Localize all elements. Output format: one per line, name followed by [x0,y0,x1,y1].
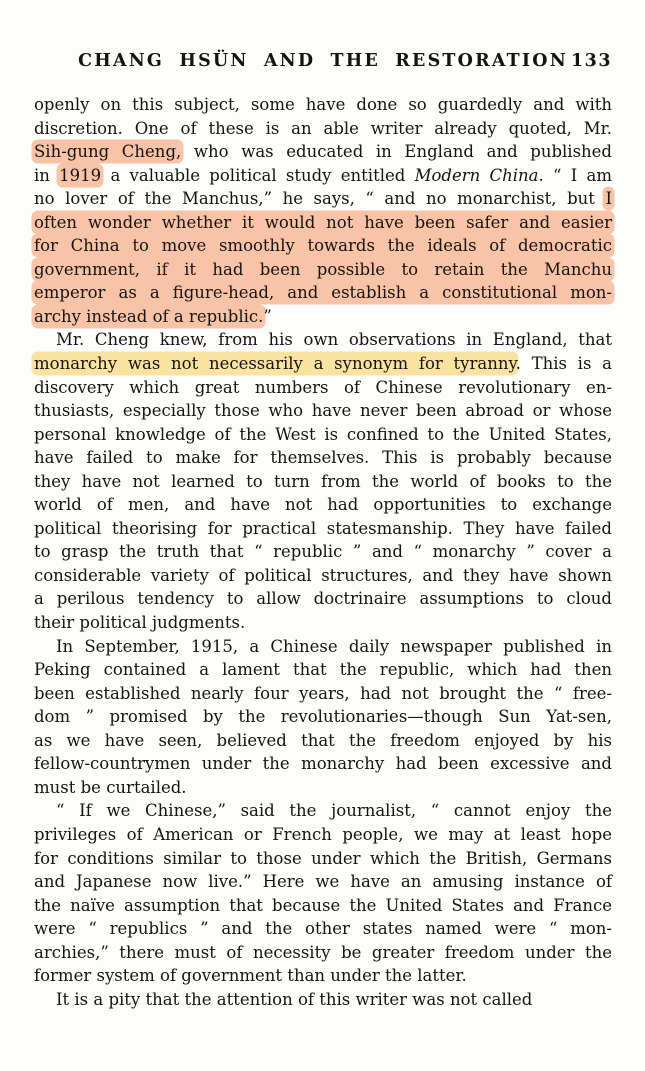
text-run: personal knowledge of the West is confined to the United States, [34,424,612,444]
highlight-salmon: for China to move smoothly towards the ideals of democratic [34,236,612,256]
chapter-title: CHANG HSÜN AND THE RESTORATION [78,51,568,71]
text-run: political theorising for practical statesmanship. They have failed [34,518,612,538]
highlight-salmon: 1919 [59,165,102,185]
text-run: discovery which great numbers of Chinese revolutionary en- [34,377,612,397]
text-run: for conditions similar to those under which the British, Germans [34,848,612,868]
text-line [34,917,612,941]
text-run: must be curtailed. [34,777,187,797]
text-run: have failed to make for themselves. This is probably because [34,448,612,468]
text-line [34,140,612,164]
text-line [34,234,612,258]
text-line [34,705,612,729]
text-run: their political judgments. [34,613,246,633]
text-line [34,117,612,141]
text-run: a valuable political study entitled [101,165,415,185]
text-line [34,187,612,211]
text-line [34,540,612,564]
highlight-yellow: monarchy was not necessarily a synonym for tyranny [34,354,516,374]
text-run: the naïve assumption that because the United States and France [34,895,612,915]
text-run: In September, 1915, a Chinese daily newspaper published in [56,636,612,656]
text-run: dom ” promised by the revolutionaries—though Sun Yat-sen, [34,707,612,727]
text-line [34,493,612,517]
text-run: It is a pity that the attention of this writer was not called [56,989,533,1009]
text-line [34,517,612,541]
text-line [34,564,612,588]
text-line [34,399,612,423]
text-run: “ If we Chinese,” said the journalist, “ cannot enjoy the [56,801,612,821]
highlight-salmon: archy instead of a republic. [34,306,264,326]
text-line [34,305,612,329]
text-block [34,93,612,1011]
text-line [34,211,612,235]
text-run: to grasp the truth that “ republic ” and “ monarchy ” cover a [34,542,612,562]
text-line [34,752,612,776]
text-line [34,894,612,918]
text-line [34,870,612,894]
text-run: archies,” there must of necessity be greater freedom under the [34,942,612,962]
text-line [34,847,612,871]
text-line [34,611,612,635]
text-line [34,682,612,706]
text-line [34,470,612,494]
text-run: and Japanese now live.” Here we have an amusing instance of [34,872,612,892]
text-run: Mr. Cheng knew, from his own observations in England, that [56,330,612,350]
text-line [34,799,612,823]
text-run: discretion. One of these is an able writer already quoted, Mr. [34,118,612,138]
text-line [34,281,612,305]
text-line [34,164,612,188]
text-line [34,258,612,282]
text-run: openly on this subject, some have done so guardedly and with [34,95,612,114]
text-line [34,941,612,965]
page-number: 133 [570,51,612,71]
text-line [34,988,612,1012]
text-run: . This is a [515,354,612,374]
running-header [34,51,612,77]
text-line [34,423,612,447]
text-line [34,635,612,659]
text-line [34,658,612,682]
text-run: privileges of American or French people, we may at least hope [34,824,612,844]
text-line [34,729,612,753]
text-run: world of men, and have not had opportunities to exchange [34,495,612,515]
text-run: they have not learned to turn from the world of books to the [34,471,612,491]
highlight-salmon: emperor as a figure-head, and establish a constitutional mon- [34,283,612,303]
text-line [34,964,612,988]
text-line [34,376,612,400]
book-title-italic: Modern China [414,165,539,185]
text-run: Peking contained a lament that the republic, which had then [34,660,612,680]
text-line [34,352,612,376]
text-run: as we have seen, believed that the freedom enjoyed by his [34,730,612,750]
text-line [34,776,612,800]
text-run: who was educated in England and published [181,142,612,162]
highlight-salmon: often wonder whether it would not have been safer and easier [34,212,612,232]
text-run: were “ republics ” and the other states named were “ mon- [34,919,612,939]
text-run: a perilous tendency to allow doctrinaire assumptions to cloud [34,589,612,609]
highlight-salmon: Sih-gung Cheng, [34,142,182,162]
text-line [34,587,612,611]
highlight-salmon: government, if it had been possible to retain the Manchu [34,259,612,279]
text-line [34,93,612,117]
text-run: been established nearly four years, had not brought the “ free- [34,683,612,703]
highlight-salmon: I [605,189,612,209]
text-run: no lover of the Manchus,” he says, “ and no monarchist, but [34,189,606,209]
text-run: former system of government than under the latter. [34,966,467,986]
text-run: . “ I am [538,165,612,185]
text-line [34,823,612,847]
text-line [34,446,612,470]
text-run: thusiasts, especially those who have never been abroad or whose [34,401,612,421]
text-line [34,328,612,352]
text-run: in [34,165,60,185]
text-run: ” [263,306,272,326]
text-run: fellow-countrymen under the monarchy had been excessive and [34,754,612,774]
text-run: considerable variety of political structures, and they have shown [34,565,612,585]
